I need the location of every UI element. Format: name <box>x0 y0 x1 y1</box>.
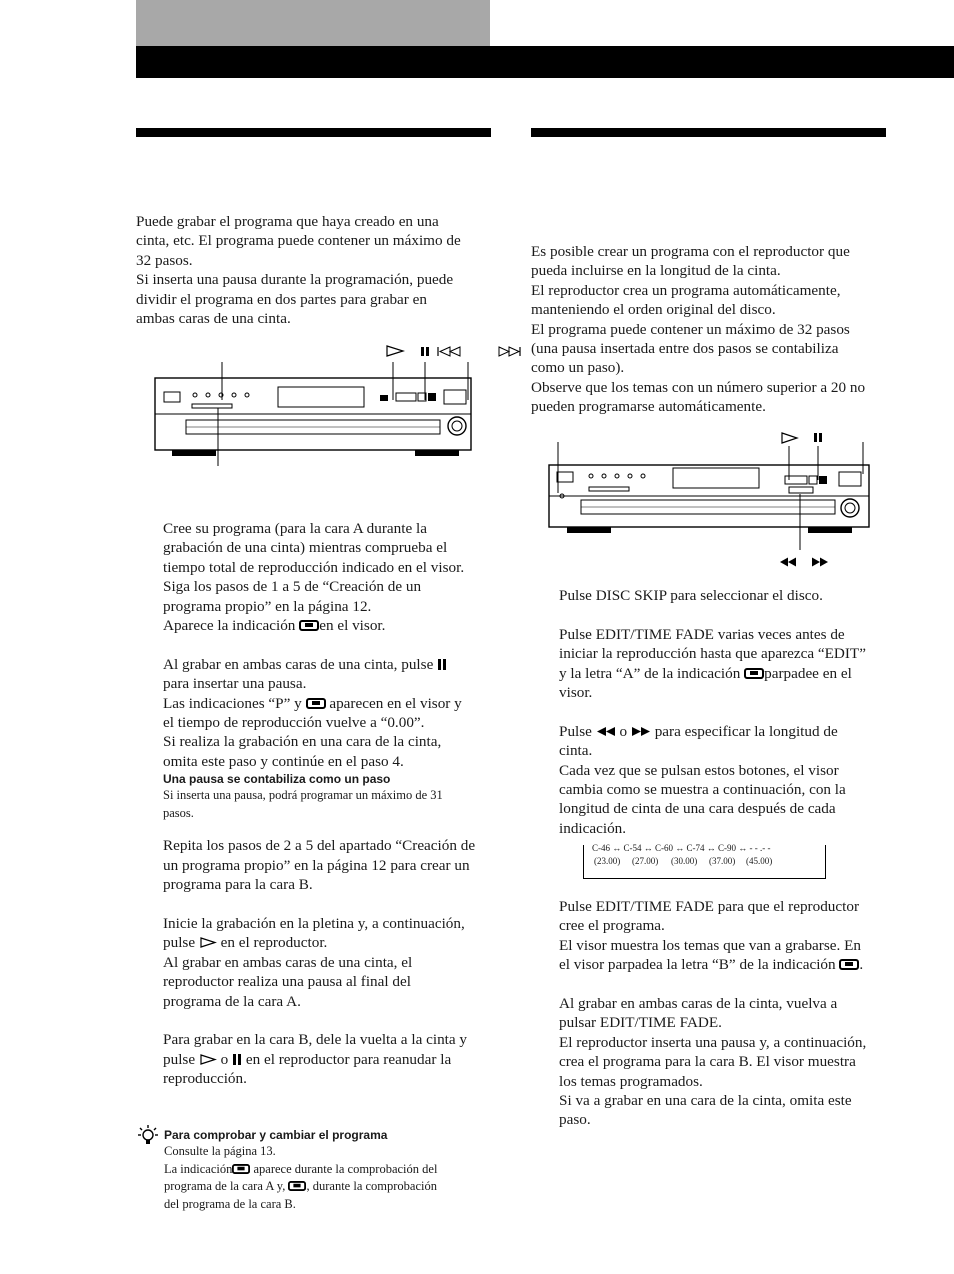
step5-line: en el reproductor para reanudar la <box>245 1050 452 1068</box>
step4-line: pulse <box>163 934 196 952</box>
intro-line: ambas caras de una cinta. <box>136 310 291 328</box>
intro-line: 32 pasos. <box>136 251 193 269</box>
tip-line: del programa de la cara B. <box>164 1196 296 1211</box>
step3-line: longitud de cinta de una cara después de cada <box>559 800 836 818</box>
header-gray-tab <box>136 0 490 46</box>
step2-text: omita este paso y continúe en el paso 4. <box>163 752 404 770</box>
play-icon <box>199 937 217 948</box>
left-section-rule <box>136 128 491 137</box>
right-steps <box>559 586 894 838</box>
sequence-time: (27.00) <box>632 856 659 866</box>
tape-length-sequence: C-46 ↔ C-54 ↔ C-60 ↔ C-74 ↔ C-90 ↔ - - .- - <box>592 843 771 853</box>
left-steps <box>163 519 495 1089</box>
sequence-item: C-60 <box>655 843 673 853</box>
note-body: Si inserta una pausa, podrá programar un máximo de 31 <box>163 788 443 803</box>
step4-line: en el reproductor. <box>220 934 328 952</box>
tape-side-icon <box>839 959 859 970</box>
step2-text: para insertar una pausa. <box>163 675 307 693</box>
note-body: pasos. <box>163 805 194 820</box>
sequence-item: C-74 <box>686 843 705 853</box>
step4-line: Al grabar en ambas caras de una cinta, el <box>163 953 413 971</box>
tape-side-b-icon <box>288 1181 306 1191</box>
step2-text: Si realiza la grabación en una cara de la cinta, <box>163 733 442 751</box>
intro-line: El programa puede contener un máximo de 32 pasos <box>531 320 850 338</box>
tape-length-times <box>594 856 772 867</box>
step4-line: el visor parpadea la letra “B” de la indicación <box>559 956 836 974</box>
step5-line: los temas programados. <box>559 1072 703 1090</box>
step1-line: tiempo total de reproducción indicado en el visor. <box>163 558 465 576</box>
step5-line: El reproductor inserta una pausa y, a continuación, <box>559 1033 867 1051</box>
intro-line: Si inserta una pausa durante la programación, puede <box>136 271 454 289</box>
step3-line: Pulse <box>559 722 592 740</box>
intro-line: Observe que los temas con un número superior a 20 no <box>531 378 866 396</box>
step2-line: iniciar la reproducción hasta que aparezca “EDIT” <box>559 645 866 663</box>
step5-line: pulsar EDIT/TIME FADE. <box>559 1014 722 1032</box>
step2-text: aparecen en el visor y <box>329 694 462 712</box>
intro-line: El reproductor crea un programa automáticamente, <box>531 281 841 299</box>
play-icon <box>199 1054 217 1065</box>
step4-line: Inicie la grabación en la pletina y, a continuación, <box>163 914 465 932</box>
step1-line: Siga los pasos de 1 a 5 de “Creación de un <box>163 578 422 596</box>
intro-line: dividir el programa en dos partes para grabar en <box>136 290 427 308</box>
step2-text: el tiempo de reproducción vuelve a “0.00”. <box>163 714 425 732</box>
sequence-time: (30.00) <box>671 856 698 866</box>
step1-icon-text: Aparece la indicación <box>163 617 296 635</box>
step5-line: Si va a grabar en una cara de la cinta, omita este <box>559 1092 852 1110</box>
step3-line: o <box>619 722 628 740</box>
tip-line: , durante la comprobación <box>306 1179 437 1193</box>
tip-line: aparece durante la comprobación del <box>253 1161 438 1176</box>
intro-line: Es posible crear un programa con el reproductor que <box>531 243 850 260</box>
sequence-item: C-54 <box>623 843 642 853</box>
sequence-item: - - .- - <box>749 843 771 853</box>
step5-line: paso. <box>559 1111 591 1129</box>
header-black-band <box>136 46 954 78</box>
step3-line: cinta. <box>559 742 593 760</box>
tip-block <box>164 1127 494 1213</box>
pause-icon <box>232 1054 242 1065</box>
step2-line: Pulse EDIT/TIME FADE varias veces antes de <box>559 625 845 643</box>
intro-line: manteniendo el orden original del disco. <box>531 301 776 319</box>
right-steps-continued <box>559 897 894 1130</box>
step4-line: cree el programa. <box>559 917 665 935</box>
sequence-time: (37.00) <box>709 856 736 866</box>
sequence-item: C-46 <box>592 843 610 853</box>
intro-line: cinta, etc. El programa puede contener un máximo de <box>136 232 461 250</box>
step5-line: Al grabar en ambas caras de la cinta, vuelva a <box>559 995 838 1013</box>
step1-line: Pulse DISC SKIP para seleccionar el disco. <box>559 587 823 604</box>
intro-line: (una pausa insertada entre dos pasos se contabiliza <box>531 340 839 358</box>
tip-line: Consulte la página 13. <box>164 1144 276 1158</box>
step5-line: Para grabar en la cara B, dele la vuelta a la cinta y <box>163 1031 468 1049</box>
sequence-item: C-90 <box>718 843 736 853</box>
right-section-rule <box>531 128 886 137</box>
tape-side-icon <box>744 668 764 679</box>
intro-line: pueda incluirse en la longitud de la cinta. <box>531 262 781 280</box>
tip-line: programa de la cara A y, <box>164 1179 286 1193</box>
step1-line: grabación de una cinta) mientras comprueba el <box>163 539 448 557</box>
step5-line: pulse <box>163 1050 196 1068</box>
step1-line: programa propio” en la página 12. <box>163 597 372 615</box>
step4-line: . <box>859 956 864 974</box>
step2-line: y la letra “A” de la indicación <box>559 664 741 682</box>
step4-line: Pulse EDIT/TIME FADE para que el reproductor <box>559 898 860 915</box>
step5-line: crea el programa para la cara B. El visor muestra <box>559 1053 856 1071</box>
right-intro <box>531 242 891 417</box>
step3-line: un programa propio” en la página 12 para crear un <box>163 856 470 874</box>
step2-text: Las indicaciones “P” y <box>163 694 302 712</box>
step3-line: indicación. <box>559 819 627 837</box>
intro-line: pueden programarse automáticamente. <box>531 398 766 416</box>
step4-line: programa de la cara A. <box>163 992 301 1010</box>
step3-line: programa para la cara B. <box>163 876 313 894</box>
intro-line: como un paso). <box>531 359 625 377</box>
note-heading: Una pausa se contabiliza como un paso <box>163 772 391 787</box>
sequence-time: (23.00) <box>594 856 621 866</box>
pause-icon <box>437 659 447 670</box>
tape-side-icon <box>306 698 326 709</box>
step5-line: reproducción. <box>163 1070 247 1088</box>
step1-icon-text-end: en el visor. <box>319 617 386 635</box>
step2-line: visor. <box>559 684 593 702</box>
cd-player-illustration-left <box>150 338 525 468</box>
fast-forward-icon <box>631 726 651 737</box>
intro-line: Puede grabar el programa que haya creado en una <box>136 213 439 230</box>
step3-line: para especificar la longitud de <box>654 722 838 740</box>
step4-line: El visor muestra los temas que van a grabarse. En <box>559 936 861 954</box>
step4-line: reproductor realiza una pausa al final del <box>163 973 411 991</box>
tape-side-a-icon <box>232 1164 250 1174</box>
step3-line: Cada vez que se pulsan estos botones, el visor <box>559 761 839 779</box>
step3-line: Repita los pasos de 2 a 5 del apartado “Creación de <box>163 837 476 855</box>
sequence-time: (45.00) <box>746 856 773 866</box>
tape-side-icon <box>299 620 319 631</box>
step5-line: o <box>220 1050 229 1068</box>
step2-text: Al grabar en ambas caras de una cinta, pulse <box>163 655 434 673</box>
step3-line: cambia como se muestra a continuación, con la <box>559 781 846 799</box>
cd-player-illustration-right <box>545 428 875 573</box>
tip-line: La indicación <box>164 1161 233 1176</box>
tip-heading: Para comprobar y cambiar el programa <box>164 1128 388 1142</box>
rewind-icon <box>596 726 616 737</box>
lightbulb-icon <box>137 1124 159 1148</box>
step1-line: Cree su programa (para la cara A durante la <box>163 520 427 537</box>
left-intro <box>136 212 496 328</box>
step2-line: parpadee en el <box>764 664 852 682</box>
